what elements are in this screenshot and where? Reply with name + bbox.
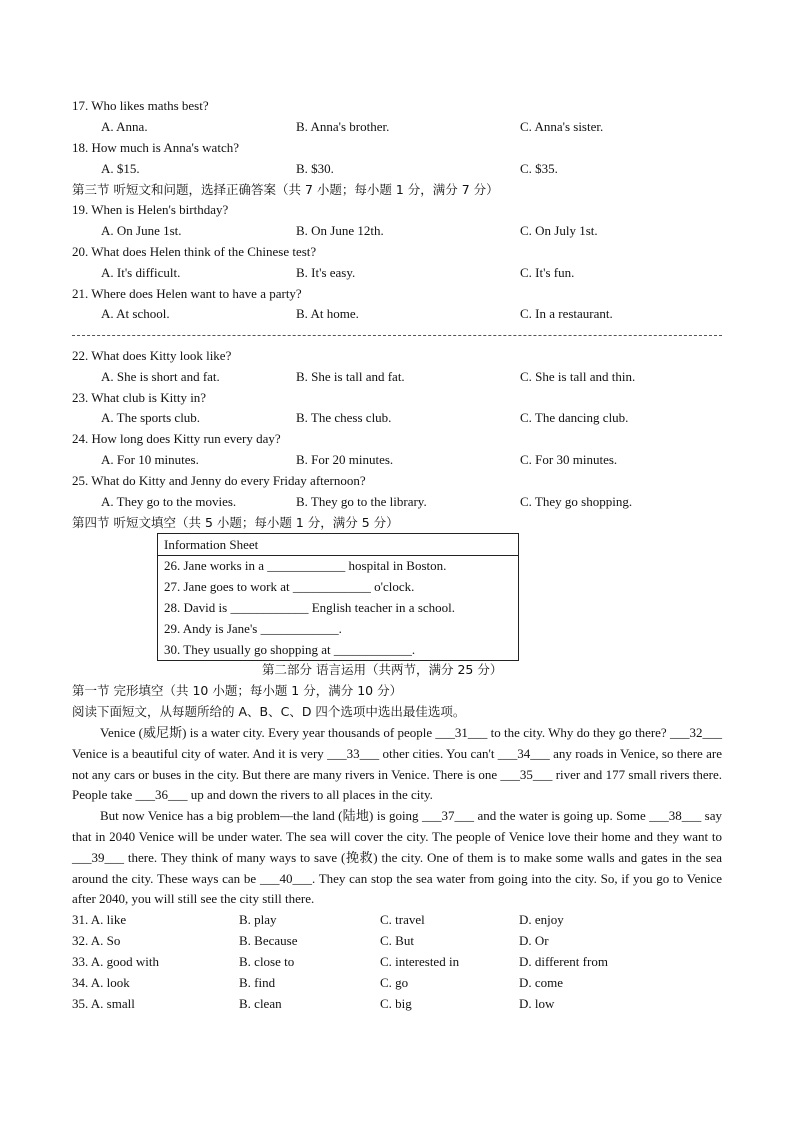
- question-22: 22. What does Kitty look like?: [72, 348, 232, 363]
- sheet-row-28: 28. David is ____________ English teacher in a school.: [164, 600, 456, 615]
- q33-option-d: D. different from: [519, 954, 608, 969]
- q31-option-b: B. play: [239, 912, 277, 927]
- sheet-row-26: 26. Jane works in a ____________ hospital in Boston.: [164, 558, 447, 573]
- q19-option-c: C. On July 1st.: [520, 223, 598, 238]
- q23-option-b: B. The chess club.: [296, 410, 392, 425]
- q22-option-b: B. She is tall and fat.: [296, 369, 405, 384]
- part-2-heading: 第二部分 语言运用（共两节，满分 25 分）: [262, 662, 503, 677]
- q31-option-d: D. enjoy: [519, 912, 564, 927]
- sheet-row-29: 29. Andy is Jane's ____________.: [164, 621, 342, 636]
- question-23: 23. What club is Kitty in?: [72, 390, 207, 405]
- q18-option-c: C. $35.: [520, 161, 558, 176]
- q25-option-a: A. They go to the movies.: [101, 494, 237, 509]
- sheet-row-27: 27. Jane goes to work at ____________ o'clock.: [164, 579, 415, 594]
- q17-option-a: A. Anna.: [101, 119, 148, 134]
- passage-paragraph-1: Venice (威尼斯) is a water city. Every year thousands of people ___31___ to the city. Why do they go there? ___32___ Venice is a beautiful city of water. And it is very ___33___ other cities. You can't ___34___ any roads in Venice, so there are not any cars or buses in the city. But there are many rivers in Venice. There is one ___35___ river and 177 small rivers there. People take ___36___ up and down the rivers to all places in the city.: [72, 725, 722, 803]
- q22-option-c: C. She is tall and thin.: [520, 369, 636, 384]
- q35-option-c: C. big: [380, 996, 412, 1011]
- q18-option-a: A. $15.: [101, 161, 140, 176]
- q23-option-c: C. The dancing club.: [520, 410, 629, 425]
- section-3-heading: 第三节 听短文和问题，选择正确答案（共 7 小题；每小题 1 分，满分 7 分）: [72, 182, 499, 197]
- passage-paragraph-2: But now Venice has a big problem—the land (陆地) is going ___37___ and the water is going up. Some ___38___ say that in 2040 Venice will be under water. The sea will cover the city. The people of Venice love their home and they want to ___39___ there. They think of many ways to save (挽救) the city. One of them is to make some walls and gates in the sea around the city. These ways can be ___40___. They can stop the sea water from going into the city. So, if you go to Venice after 2040, you will still see the city still there.: [72, 808, 722, 907]
- q32-option-b: B. Because: [239, 933, 298, 948]
- q34-option-b: B. find: [239, 975, 276, 990]
- q33-option-c: C. interested in: [380, 954, 460, 969]
- q31-option-a: 31. A. like: [72, 912, 127, 927]
- cloze-instructions: 阅读下面短文，从每题所给的 A、B、C、D 四个选项中选出最佳选项。: [72, 704, 466, 719]
- q32-option-c: C. But: [380, 933, 414, 948]
- question-17: 17. Who likes maths best?: [72, 98, 209, 113]
- q21-option-c: C. In a restaurant.: [520, 306, 613, 321]
- q18-option-b: B. $30.: [296, 161, 334, 176]
- question-19: 19. When is Helen's birthday?: [72, 202, 229, 217]
- q25-option-b: B. They go to the library.: [296, 494, 427, 509]
- q20-option-a: A. It's difficult.: [101, 265, 181, 280]
- cloze-heading: 第一节 完形填空（共 10 小题；每小题 1 分，满分 10 分）: [72, 683, 403, 698]
- question-21: 21. Where does Helen want to have a party?: [72, 286, 302, 301]
- q35-option-b: B. clean: [239, 996, 282, 1011]
- q34-option-d: D. come: [519, 975, 564, 990]
- q32-option-a: 32. A. So: [72, 933, 121, 948]
- q31-option-c: C. travel: [380, 912, 425, 927]
- q24-option-a: A. For 10 minutes.: [101, 452, 199, 467]
- q33-option-b: B. close to: [239, 954, 295, 969]
- q21-option-a: A. At school.: [101, 306, 170, 321]
- sheet-divider: [158, 555, 518, 556]
- q20-option-c: C. It's fun.: [520, 265, 575, 280]
- q19-option-a: A. On June 1st.: [101, 223, 182, 238]
- q17-option-b: B. Anna's brother.: [296, 119, 390, 134]
- q24-option-b: B. For 20 minutes.: [296, 452, 394, 467]
- q32-option-d: D. Or: [519, 933, 549, 948]
- q20-option-b: B. It's easy.: [296, 265, 356, 280]
- information-sheet-title: Information Sheet: [164, 537, 259, 552]
- question-18: 18. How much is Anna's watch?: [72, 140, 239, 155]
- information-sheet: [157, 533, 519, 661]
- q22-option-a: A. She is short and fat.: [101, 369, 220, 384]
- q33-option-a: 33. A. good with: [72, 954, 160, 969]
- q19-option-b: B. On June 12th.: [296, 223, 384, 238]
- q34-option-c: C. go: [380, 975, 409, 990]
- cloze-passage: [72, 723, 722, 910]
- q23-option-a: A. The sports club.: [101, 410, 201, 425]
- q25-option-c: C. They go shopping.: [520, 494, 633, 509]
- q35-option-d: D. low: [519, 996, 555, 1011]
- question-20: 20. What does Helen think of the Chinese test?: [72, 244, 317, 259]
- question-24: 24. How long does Kitty run every day?: [72, 431, 281, 446]
- section-4-heading: 第四节 听短文填空（共 5 小题；每小题 1 分，满分 5 分）: [72, 515, 399, 530]
- q34-option-a: 34. A. look: [72, 975, 130, 990]
- q24-option-c: C. For 30 minutes.: [520, 452, 618, 467]
- sheet-row-30: 30. They usually go shopping at ____________.: [164, 642, 416, 657]
- dashed-divider: [72, 335, 722, 336]
- q35-option-a: 35. A. small: [72, 996, 135, 1011]
- question-25: 25. What do Kitty and Jenny do every Friday afternoon?: [72, 473, 366, 488]
- q17-option-c: C. Anna's sister.: [520, 119, 604, 134]
- q21-option-b: B. At home.: [296, 306, 359, 321]
